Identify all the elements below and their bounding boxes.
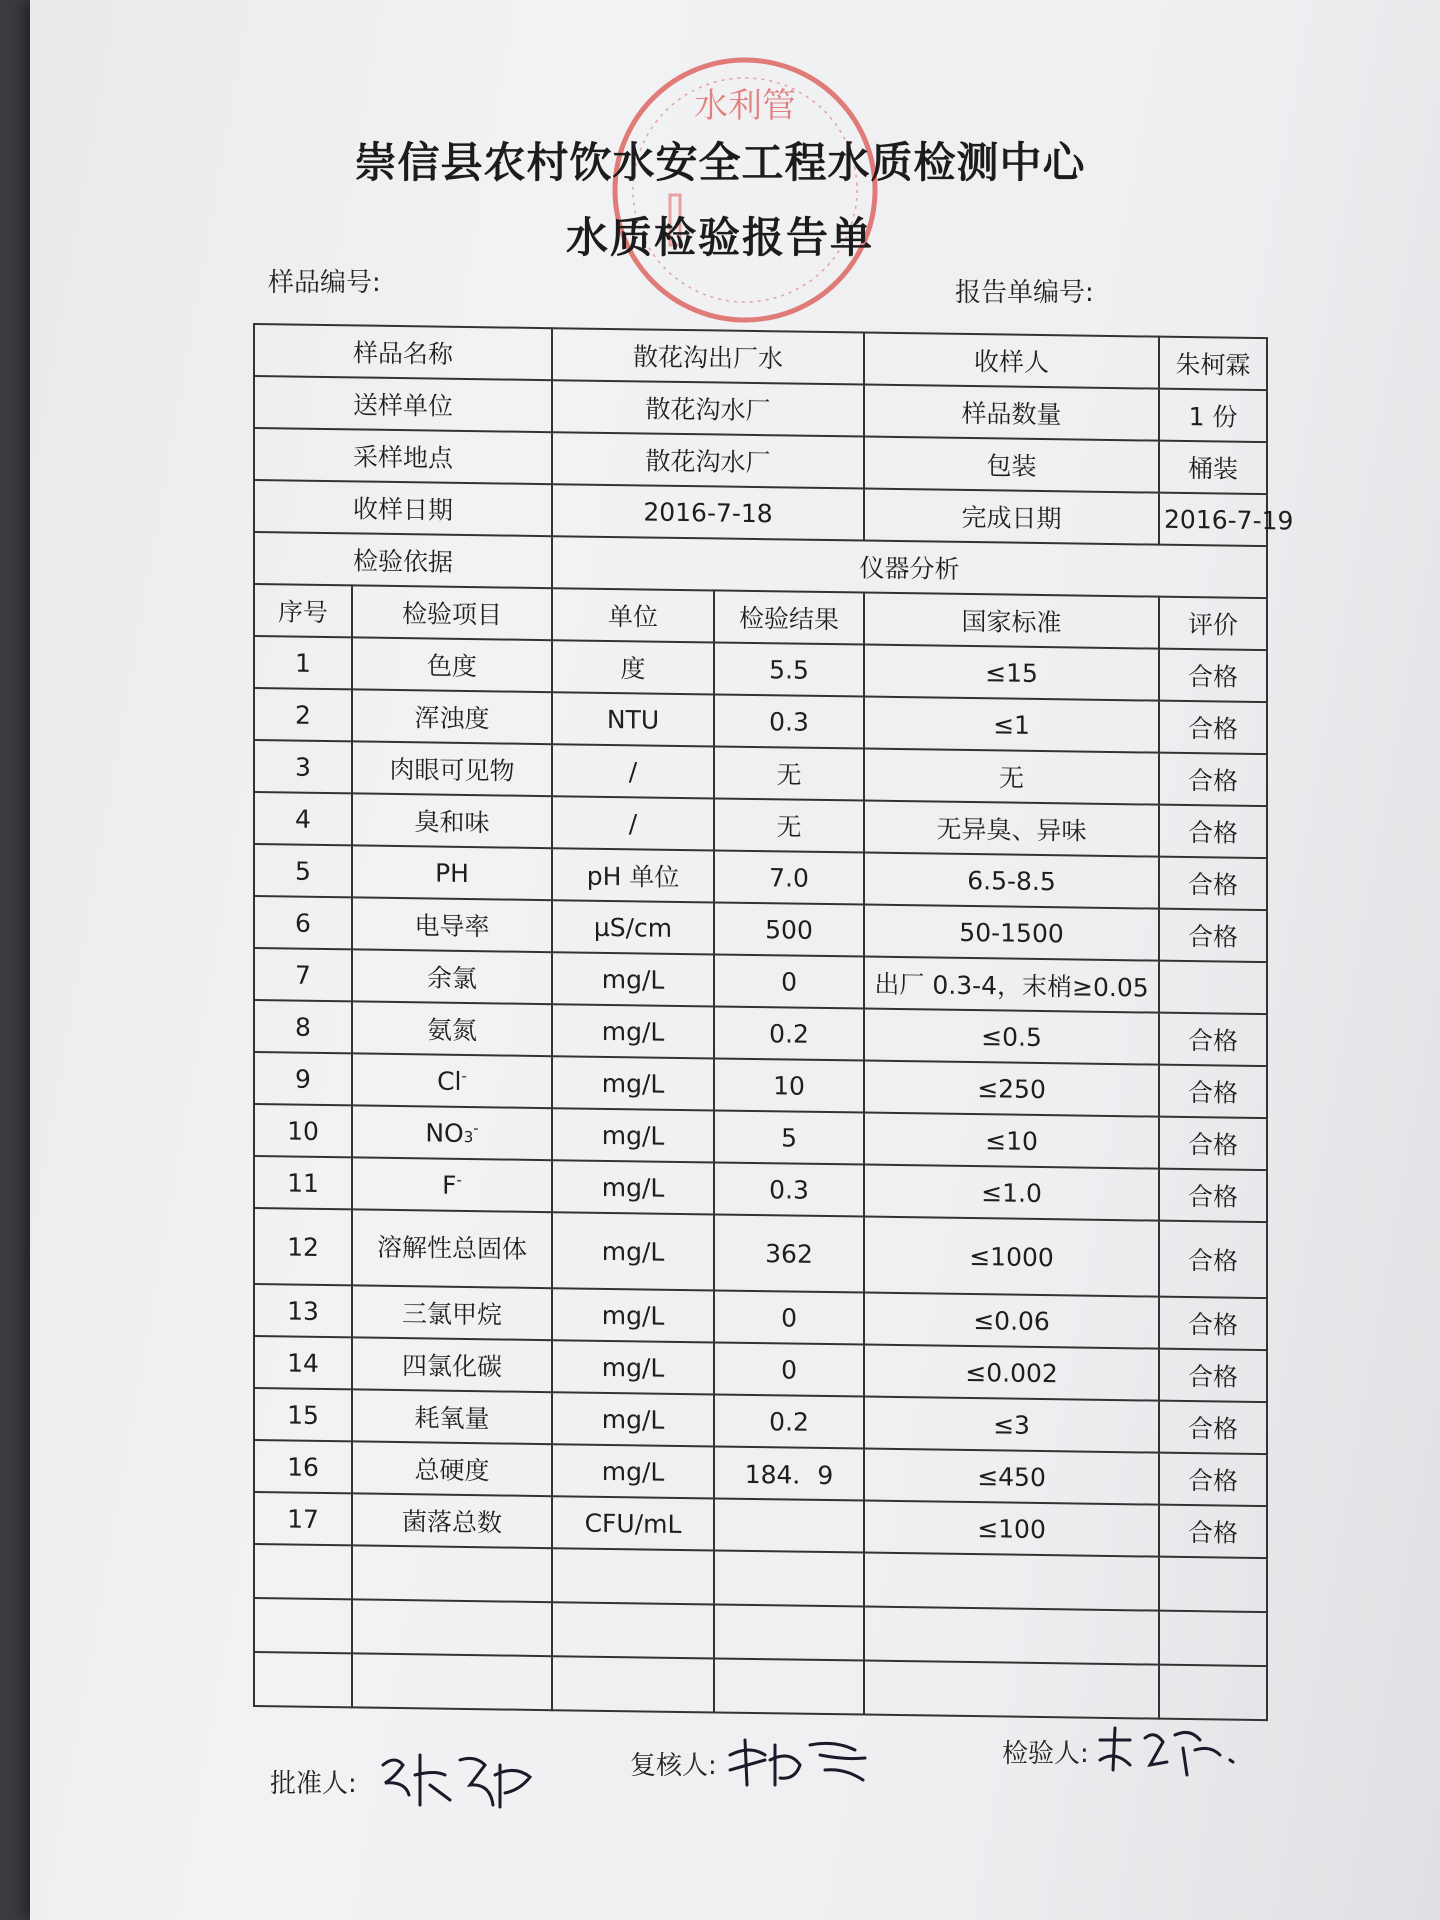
row-number: 10	[254, 1104, 352, 1157]
basis-value: 仪器分析	[552, 536, 1267, 598]
unit: mg/L	[552, 1340, 714, 1394]
result-value: 无	[714, 798, 864, 852]
standard-value: ≤250	[864, 1061, 1159, 1117]
result-value: 0	[714, 954, 864, 1008]
item-name-text: Cl	[437, 1066, 462, 1096]
evaluation: 合格	[1159, 753, 1267, 807]
reviewer-label: 复核人:	[630, 1751, 717, 1781]
item-name-text: 溶解性总固体	[377, 1232, 528, 1264]
item-name-text: 菌落总数	[402, 1507, 503, 1538]
item-name	[352, 689, 552, 744]
item-name	[352, 1337, 552, 1392]
result-value: 362	[714, 1214, 864, 1292]
report-title-line2: 水质检验报告单	[565, 213, 874, 262]
column-header: 检验项目	[352, 585, 552, 640]
sample-number-label: 样品编号:	[268, 268, 381, 298]
row-number: 11	[254, 1156, 352, 1209]
location-value: 散花沟水厂	[552, 432, 864, 488]
finish-date-value: 2016-7-19	[1159, 493, 1267, 547]
result-rows	[254, 636, 1267, 1558]
item-name-text: 浑浊度	[414, 703, 490, 734]
item-name	[352, 1493, 552, 1548]
inspection-table	[253, 323, 1294, 1721]
unit: /	[552, 796, 714, 850]
location-label: 采样地点	[254, 428, 552, 484]
evaluation: 合格	[1159, 1169, 1267, 1223]
item-name-text: 三氯甲烷	[402, 1299, 503, 1330]
row-number: 6	[254, 896, 352, 949]
result-value: 0.2	[714, 1006, 864, 1060]
item-name	[352, 1209, 552, 1288]
standard-value: ≤1000	[864, 1217, 1159, 1297]
finish-date-label: 完成日期	[864, 489, 1159, 545]
evaluation: 合格	[1159, 649, 1267, 703]
item-superscript: -	[473, 1118, 479, 1137]
item-name	[352, 1105, 552, 1160]
result-value: 500	[714, 902, 864, 956]
svg-text:水利管: 水利管	[694, 86, 796, 126]
row-number: 8	[254, 1000, 352, 1053]
row-number: 13	[254, 1284, 352, 1337]
result-value: 0.3	[714, 694, 864, 748]
result-value: 7.0	[714, 850, 864, 904]
unit: mg/L	[552, 1288, 714, 1342]
result-value: 5	[714, 1110, 864, 1164]
evaluation: 合格	[1159, 805, 1267, 859]
evaluation: 合格	[1159, 1349, 1267, 1403]
row-number: 1	[254, 636, 352, 689]
result-value: 184．9	[714, 1446, 864, 1500]
unit: 度	[552, 640, 714, 694]
item-subscript: 3	[463, 1127, 474, 1146]
unit: mg/L	[552, 1056, 714, 1110]
approver-signature	[375, 1735, 545, 1815]
sample-name-value: 散花沟出厂水	[552, 328, 864, 384]
standard-value: ≤10	[864, 1113, 1159, 1169]
standard-value: ≤1	[864, 697, 1159, 753]
package-label: 包装	[864, 437, 1159, 493]
result-value	[714, 1498, 864, 1552]
quantity-label: 样品数量	[864, 385, 1159, 441]
unit: mg/L	[552, 1004, 714, 1058]
result-value: 0	[714, 1342, 864, 1396]
receiver-value: 朱柯霖	[1159, 337, 1267, 391]
unit: CFU/mL	[552, 1496, 714, 1550]
inspector-label: 检验人:	[1002, 1739, 1089, 1769]
item-name-text: F	[442, 1170, 457, 1200]
item-name	[352, 1441, 552, 1496]
standard-value: ≤15	[864, 645, 1159, 701]
standard-value: 6.5-8.5	[864, 853, 1159, 909]
receive-date-label: 收样日期	[254, 480, 552, 536]
standard-value: 50-1500	[864, 905, 1159, 961]
item-name-text: 电导率	[414, 911, 490, 942]
item-name	[352, 1053, 552, 1108]
column-header: 评价	[1159, 597, 1267, 651]
result-value: 10	[714, 1058, 864, 1112]
item-name-text: NO	[425, 1117, 464, 1148]
row-number: 15	[254, 1388, 352, 1441]
evaluation: 合格	[1159, 701, 1267, 755]
item-name-text: 余氯	[427, 963, 478, 994]
sample-name-label: 样品名称	[254, 324, 552, 380]
item-name	[352, 637, 552, 692]
evaluation: 合格	[1159, 1221, 1267, 1299]
row-number: 14	[254, 1336, 352, 1389]
standard-value: 出厂 0.3-4，末梢≥0.05	[864, 957, 1159, 1013]
row-number: 9	[254, 1052, 352, 1105]
result-value: 0.2	[714, 1394, 864, 1448]
sender-label: 送样单位	[254, 376, 552, 432]
standard-value: 无异臭、异味	[864, 801, 1159, 857]
result-value: 无	[714, 746, 864, 800]
evaluation: 合格	[1159, 1013, 1267, 1067]
row-number: 4	[254, 792, 352, 845]
standard-value: ≤0.5	[864, 1009, 1159, 1065]
item-name	[352, 949, 552, 1004]
unit: μS/cm	[552, 900, 714, 954]
unit: mg/L	[552, 1160, 714, 1214]
item-name-text: 耗氧量	[414, 1403, 490, 1434]
item-name-text: 氨氮	[427, 1015, 478, 1046]
approver-label: 批准人:	[270, 1769, 357, 1799]
evaluation: 合格	[1159, 1065, 1267, 1119]
item-name	[352, 741, 552, 796]
unit: mg/L	[552, 1392, 714, 1446]
row-number: 7	[254, 948, 352, 1001]
sender-value: 散花沟水厂	[552, 380, 864, 436]
evaluation: 合格	[1159, 1505, 1267, 1559]
item-name	[352, 1157, 552, 1212]
standard-value: ≤0.06	[864, 1293, 1159, 1349]
item-name	[352, 1001, 552, 1056]
standard-value: ≤450	[864, 1449, 1159, 1505]
item-name	[352, 845, 552, 900]
unit: mg/L	[552, 952, 714, 1006]
basis-label: 检验依据	[254, 532, 552, 588]
item-name	[352, 1389, 552, 1444]
evaluation: 合格	[1159, 857, 1267, 911]
item-name-text: 总硬度	[414, 1455, 490, 1486]
row-number: 2	[254, 688, 352, 741]
item-name-text: 色度	[427, 651, 478, 682]
result-value: 0.3	[714, 1162, 864, 1216]
row-number: 17	[254, 1492, 352, 1545]
unit: mg/L	[552, 1212, 714, 1290]
evaluation: 合格	[1159, 1401, 1267, 1455]
report-title-line1: 崇信县农村饮水安全工程水质检测中心	[354, 138, 1086, 187]
standard-value: ≤100	[864, 1501, 1159, 1557]
unit: NTU	[552, 692, 714, 746]
result-value: 5.5	[714, 642, 864, 696]
item-name-text: 臭和味	[414, 807, 490, 838]
standard-value: 无	[864, 749, 1159, 805]
row-number: 5	[254, 844, 352, 897]
receive-date-value: 2016-7-18	[552, 484, 864, 540]
evaluation: 合格	[1159, 1297, 1267, 1351]
evaluation	[1159, 961, 1267, 1015]
result-value: 0	[714, 1290, 864, 1344]
row-number: 16	[254, 1440, 352, 1493]
unit: mg/L	[552, 1108, 714, 1162]
receiver-label: 收样人	[864, 333, 1159, 389]
item-name	[352, 897, 552, 952]
evaluation: 合格	[1159, 1453, 1267, 1507]
column-header: 国家标准	[864, 593, 1159, 649]
column-header: 检验结果	[714, 590, 864, 644]
column-header: 单位	[552, 588, 714, 642]
table-row	[254, 1208, 1267, 1298]
package-value: 桶装	[1159, 441, 1267, 495]
item-name-text: PH	[435, 858, 469, 888]
item-name-text: 四氯化碳	[402, 1351, 503, 1382]
unit: pH 单位	[552, 848, 714, 902]
column-header: 序号	[254, 584, 352, 637]
standard-value: ≤3	[864, 1397, 1159, 1453]
row-number: 12	[254, 1208, 352, 1285]
evaluation: 合格	[1159, 909, 1267, 963]
item-name-text: 肉眼可见物	[389, 754, 515, 786]
standard-value: ≤0.002	[864, 1345, 1159, 1401]
row-number: 3	[254, 740, 352, 793]
evaluation: 合格	[1159, 1117, 1267, 1171]
unit: /	[552, 744, 714, 798]
item-superscript: -	[461, 1066, 467, 1085]
report-number-label: 报告单编号:	[955, 278, 1094, 308]
quantity-value: 1 份	[1159, 389, 1267, 443]
item-superscript: -	[456, 1170, 462, 1189]
item-name	[352, 1285, 552, 1340]
inspector-signature	[1095, 1720, 1245, 1780]
unit: mg/L	[552, 1444, 714, 1498]
reviewer-signature	[725, 1730, 875, 1790]
standard-value: ≤1.0	[864, 1165, 1159, 1221]
item-name	[352, 793, 552, 848]
